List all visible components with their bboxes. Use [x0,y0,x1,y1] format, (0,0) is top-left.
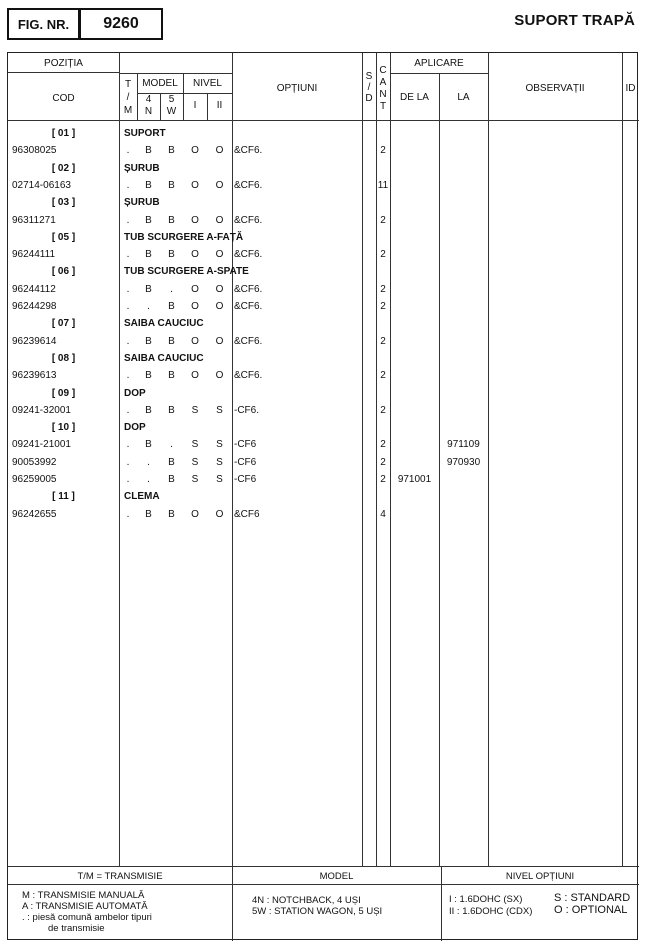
model-5w-cell: B [168,249,175,261]
options-cell: &CF6. [234,179,263,191]
applied-to-cell: 971109 [447,439,480,451]
position-number: [ 03 ] [51,197,76,209]
legend-model-line: 4N : NOTCHBACK, 4 UȘI [252,895,361,906]
model-4n-cell: B [145,179,152,191]
model-5w-cell: B [168,508,175,520]
model-5w-cell: B [168,214,175,226]
transmission-cell: . [126,249,130,261]
part-name: DOP [124,387,146,399]
col-nivel-i: I [193,100,197,111]
nivel-ii-cell: S [216,474,223,485]
model-4n-cell: B [145,214,152,226]
quantity-cell: 2 [380,456,386,468]
quantity-cell: 4 [380,508,386,520]
part-name: ȘURUB [124,197,160,209]
model-4n-cell: B [145,370,152,382]
options-cell: &CF6. [234,335,263,347]
part-name: SAIBA CAUCIUC [124,352,204,364]
col-tm-m: M [123,105,133,116]
options-cell: &CF6. [234,249,263,261]
col-cant-t: T [379,101,387,112]
position-row [8,350,639,367]
col-model-5: 5 [168,94,175,105]
legend-tm-line: M : TRANSMISIE MANUALĂ [22,890,145,901]
col-aplicare: APLICARE [414,58,464,69]
transmission-cell: . [126,283,130,295]
nivel-i-cell: O [191,335,199,347]
quantity-cell: 2 [380,145,386,157]
transmission-cell: . [126,456,130,468]
part-row [8,298,639,315]
part-code: 96259005 [12,474,57,485]
legend-tm-title: T/M = TRANSMISIE [77,871,163,882]
model-5w-cell: . [170,439,173,451]
quantity-cell: 2 [380,439,386,451]
position-number: [ 02 ] [51,162,76,174]
nivel-ii-cell: O [215,301,224,312]
part-name: TUB SCURGERE A-SPATE [124,266,249,278]
model-5w-cell: B [168,404,175,416]
nivel-ii-cell: S [216,456,223,468]
col-sd-d: D [365,93,373,104]
transmission-cell: . [126,301,130,312]
col-model: MODEL [142,78,178,89]
position-row [8,229,639,246]
part-code: 02714-06163 [12,179,71,191]
quantity-cell: 2 [380,249,386,261]
part-name: SUPORT [124,128,166,139]
nivel-i-cell: S [191,474,199,485]
transmission-cell: . [126,370,130,382]
nivel-i-cell: O [191,179,199,191]
model-5w-cell: B [168,456,175,468]
position-row [8,194,639,211]
position-row [8,263,639,280]
transmission-cell: . [126,439,130,451]
part-code: 96244111 [12,249,56,261]
part-row [8,333,639,350]
part-name: SAIBA CAUCIUC [124,318,204,330]
position-number: [ 06 ] [51,266,76,278]
model-4n-cell: B [145,283,152,295]
part-row [8,454,639,471]
part-code: 09241-32001 [12,404,71,416]
nivel-ii-cell: O [215,214,224,226]
position-number: [ 01 ] [51,128,76,139]
col-pozitia: POZIȚIA [44,58,83,69]
col-model-w: W [166,106,177,117]
transmission-cell: . [126,404,130,416]
part-code: 96244112 [12,283,56,295]
model-4n-cell: B [145,508,152,520]
quantity-cell: 2 [380,474,386,485]
model-5w-cell: B [168,301,175,312]
col-observatii: OBSERVAȚII [525,83,585,94]
quantity-cell: 2 [380,335,386,347]
nivel-i-cell: O [191,249,199,261]
transmission-cell: . [126,335,130,347]
quantity-cell: 2 [380,370,386,382]
nivel-ii-cell: O [215,179,224,191]
part-row [8,281,639,298]
nivel-ii-cell: S [216,404,223,416]
part-code: 96308025 [12,145,57,157]
position-number: [ 09 ] [51,387,76,399]
part-row [8,436,639,453]
col-model-n: N [144,106,153,117]
legend-nivel-title: NIVEL OPȚIUNI [505,871,575,882]
legend-tm-line: . : piesă comună ambelor tipuri [22,912,152,923]
position-number: [ 08 ] [51,352,76,364]
col-cod: COD [52,93,75,104]
nivel-ii-cell: O [215,249,224,261]
part-name: DOP [124,422,146,434]
nivel-i-cell: O [191,145,199,157]
nivel-ii-cell: O [215,370,224,382]
position-row [8,315,639,332]
model-4n-cell: . [147,456,150,468]
page-title: SUPORT TRAPĂ [514,12,635,29]
part-row [8,506,639,523]
model-4n-cell: B [145,404,152,416]
model-5w-cell: B [168,145,175,157]
options-cell: &CF6. [234,145,263,157]
legend-nivel-line: II : 1.6DOHC (CDX) [449,906,533,917]
legend-model-title: MODEL [319,871,354,882]
col-cant-n: N [379,89,387,100]
model-5w-cell: . [170,283,173,295]
options-cell: -CF6. [234,404,259,416]
nivel-ii-cell: O [215,508,224,520]
options-cell: -CF6 [234,456,257,468]
fig-number: 9260 [79,8,163,40]
part-row [8,471,639,488]
nivel-i-cell: O [191,283,199,295]
model-5w-cell: B [168,370,175,382]
part-name: TUB SCURGERE A-FAȚĂ [124,231,244,243]
col-model-4: 4 [145,94,152,105]
model-4n-cell: B [145,249,152,261]
part-row [8,402,639,419]
nivel-i-cell: O [191,301,199,312]
options-cell: &CF6. [234,214,263,226]
nivel-ii-cell: S [216,439,223,451]
transmission-cell: . [126,179,130,191]
transmission-cell: . [126,474,130,485]
model-4n-cell: . [147,474,150,485]
model-4n-cell: B [145,439,152,451]
model-4n-cell: B [145,335,152,347]
legend-tm-line: de transmisie [48,923,105,934]
nivel-i-cell: O [191,508,199,520]
position-number: [ 07 ] [51,318,76,330]
part-row [8,367,639,384]
options-cell: -CF6 [234,474,257,485]
nivel-i-cell: O [191,214,199,226]
position-row [8,385,639,402]
model-4n-cell: . [147,301,150,312]
position-row [8,419,639,436]
nivel-i-cell: S [191,404,199,416]
part-name: ȘURUB [124,162,160,174]
options-cell: &CF6 [234,508,260,520]
part-name: CLEMA [124,491,160,503]
part-code: 96311271 [12,214,56,226]
quantity-cell: 2 [380,404,386,416]
legend-tm-line: A : TRANSMISIE AUTOMATĂ [22,901,148,912]
nivel-ii-cell: O [215,335,224,347]
col-sd-slash: / [367,82,371,93]
model-5w-cell: B [168,179,175,191]
col-nivel-ii: II [216,100,223,111]
part-row [8,142,639,159]
transmission-cell: . [126,214,130,226]
part-code: 90053992 [12,456,57,468]
legend-nivel-code: O : OPTIONAL [554,904,628,916]
fig-label: FIG. NR. [7,8,80,40]
options-cell: &CF6. [234,301,263,312]
quantity-cell: 2 [380,214,386,226]
nivel-ii-cell: O [215,283,224,295]
nivel-i-cell: S [191,439,199,451]
position-number: [ 10 ] [51,422,76,434]
nivel-ii-cell: O [215,145,224,157]
applied-to-cell: 970930 [446,456,481,468]
position-number: [ 05 ] [51,231,76,243]
col-cant-c: C [379,65,387,76]
options-cell: &CF6. [234,370,263,382]
model-4n-cell: B [145,145,152,157]
parts-table [7,52,638,940]
position-row [8,125,639,142]
part-code: 96239613 [12,370,57,382]
quantity-cell: 2 [380,301,386,312]
col-la: LA [457,92,470,103]
part-code: 96242655 [12,508,57,520]
transmission-cell: . [126,508,130,520]
quantity-cell: 11 [377,179,389,191]
position-row [8,160,639,177]
col-id: ID [625,83,636,94]
col-nivel: NIVEL [193,78,222,89]
part-row [8,177,639,194]
legend-nivel-code: S : STANDARD [554,892,631,904]
model-5w-cell: B [168,474,175,485]
part-row [8,212,639,229]
part-code: 09241-21001 [12,439,71,451]
legend-nivel-line: I : 1.6DOHC (SX) [449,894,523,905]
transmission-cell: . [126,145,130,157]
col-tm-slash: / [126,92,130,103]
nivel-i-cell: O [191,370,199,382]
position-number: [ 11 ] [52,491,75,503]
col-tm-t: T [124,79,132,90]
col-sd-s: S [365,71,373,82]
legend-model-line: 5W : STATION WAGON, 5 UȘI [252,906,383,917]
nivel-i-cell: S [191,456,199,468]
part-row [8,246,639,263]
col-cant-a: A [379,77,387,88]
col-optiuni: OPȚIUNI [276,83,318,94]
options-cell: &CF6. [234,283,263,295]
applied-from-cell: 971001 [397,474,432,485]
model-5w-cell: B [168,335,175,347]
part-code: 96244298 [12,301,57,312]
options-cell: -CF6 [234,439,257,451]
part-code: 96239614 [12,335,57,347]
col-dela: DE LA [400,92,429,103]
position-row [8,488,639,505]
quantity-cell: 2 [380,283,386,295]
